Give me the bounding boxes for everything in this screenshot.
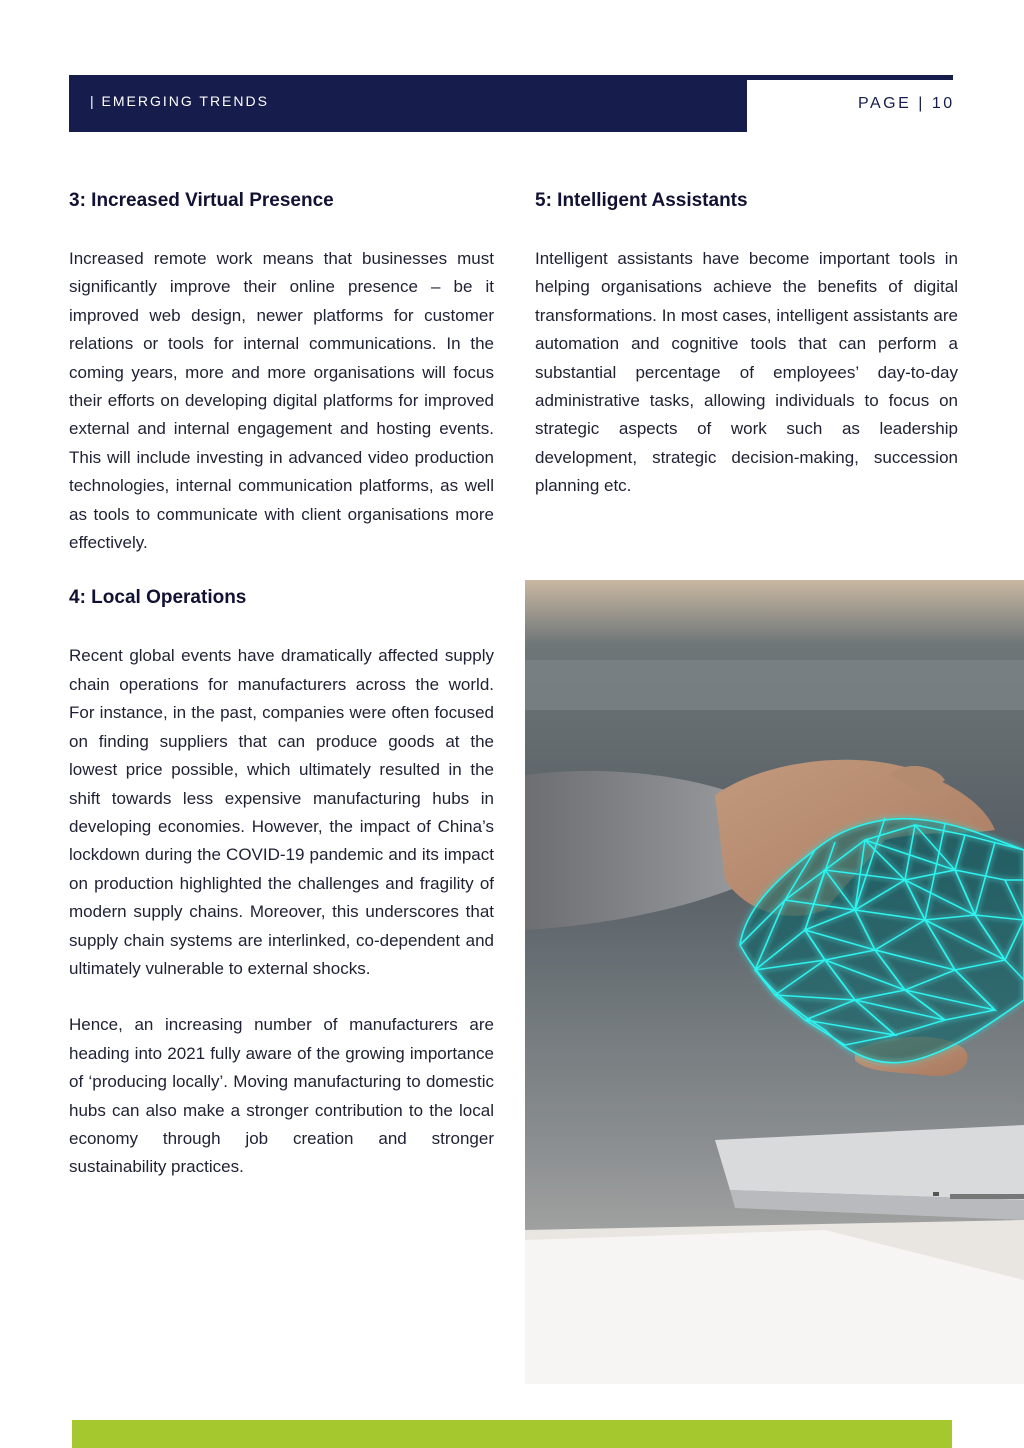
left-column bbox=[69, 188, 494, 1210]
section-5-paragraph: Intelligent assistants have become important tools in helping organisations achieve the benefits of digital transformations. In most cases, intelligent assistants are automation and cognitive tools that can perform a substantial percentage of employees’ day-to-day administrative tasks, allowing individuals to focus on strategic aspects of work such as leadership development, strategic decision-making, succession planning etc. bbox=[535, 249, 958, 496]
section-5-heading: 5: Intelligent Assistants bbox=[535, 190, 748, 211]
header-rule bbox=[747, 75, 953, 80]
handshake-illustration-icon bbox=[525, 580, 1024, 1384]
section-3-paragraph: Increased remote work means that businesses must significantly improve their online presence – be it improved web design, newer platforms for customer relations or tools for internal communications. In the coming years, more and more organisations will focus their efforts on developing digital platforms for improved external and internal engagement and hosting events. This will include investing in advanced video production technologies, internal communication platforms, as well as tools to communicate with client organisations more effectively. bbox=[69, 249, 494, 553]
handshake-image bbox=[525, 580, 1024, 1384]
right-column bbox=[535, 188, 958, 529]
section-3-heading: 3: Increased Virtual Presence bbox=[69, 190, 334, 211]
page-number: PAGE | 10 bbox=[858, 95, 955, 112]
section-4-heading: 4: Local Operations bbox=[69, 587, 247, 609]
section-label: | EMERGING TRENDS bbox=[90, 93, 269, 109]
footer-bar bbox=[72, 1420, 952, 1448]
section-4-paragraph-1: Recent global events have dramatically affected supply chain operations for manufacturers across the world. For instance, in the past, companies were often focused on finding suppliers that can produce goods at the lowest price possible, which ultimately resulted in the shift towards less expensive manufacturing hubs in developing economies. However, the impact of China’s lockdown during the COVID-19 pandemic and its impact on production highlighted the challenges and fragility of modern supply chains. Moreover, this underscores that supply chain systems are interlinked, co-dependent and ultimately vulnerable to external shocks. bbox=[69, 646, 494, 978]
section-4-paragraph-2: Hence, an increasing number of manufacturers are heading into 2021 fully aware of the growing importance of ‘producing locally’. Moving manufacturing to domestic hubs can also make a stronger contribution to the local economy through job creation and stronger sustainability practices. bbox=[69, 1015, 494, 1177]
